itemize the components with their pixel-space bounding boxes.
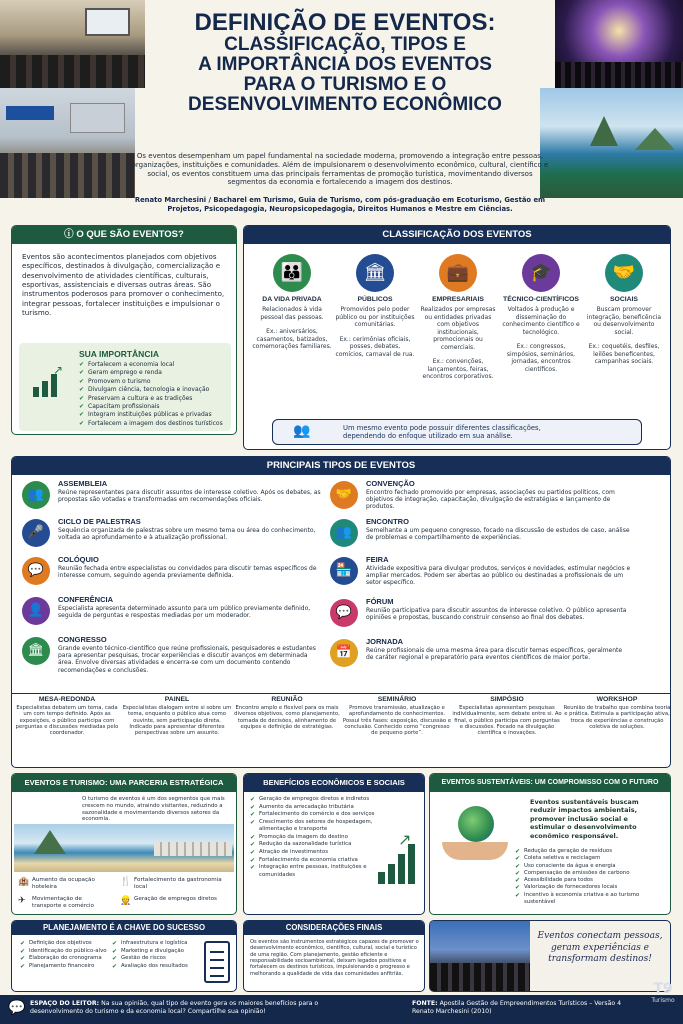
intro-text: Os eventos desempenham um papel fundamental na sociedade moderna, promovendo a integração entre pessoas, organizações, instituições e comunidades. Além de impulsionarem o desenvolvimento econômico, cultural, científico e social, os eventos constituem uma das principais ferramentas de promoção turística, movimentando diversos segmentos da economia e fortalecendo a imagem dos destinos. — [131, 152, 549, 187]
type-congresso: 🏛 CONGRESSO Grande evento técnico-científico que reúne profissionais, pesquisadores e estudantes para apresentar pesquisas, trocar experiências e discutir avanços em determinada área. Envolve diversas atividades e encerra-se com um documento contendo recomendações e conclusões. — [22, 635, 322, 675]
footer-bar — [0, 981, 683, 1024]
assembly-icon: 👥 — [22, 481, 50, 509]
quote-text: Eventos conectam pessoas, geram experiências e transformam destinos! — [537, 931, 663, 965]
what-are-events-text: Eventos são acontecimentos planejados com objetivos específicos, destinados à divulgação, comercialização e desenvolvimento de atividades científicas, culturais, esportivas, assistenciais e diversas outras áreas. São instrumentos poderosos para promover o conhecimento, integrar pessoas, fortalecer instituições e impulsionar o turismo. — [22, 252, 225, 318]
sustainable-header: EVENTOS SUSTENTÁVEIS: UM COMPROMISSO COM O FUTURO — [430, 774, 670, 792]
calendar-icon: 📅 — [330, 639, 358, 667]
author-credit: Renato Marchesini / Bacharel em Turismo, Guia de Turismo, com pós-graduação em Ecoturismo, Gestão em Projetos, Psicopedagogia, Neuropsicopedagogia, Direitos Humanos e Mestre em Ciências. — [134, 196, 546, 213]
concert-photo — [555, 0, 683, 88]
importance-item: ✔ Geram emprego e renda — [79, 369, 229, 377]
discussion-icon: 💬 — [22, 557, 50, 585]
meeting-icon: 👥 — [330, 519, 358, 547]
handshake-heart-icon: 🤝 — [605, 254, 643, 292]
stall-icon: 🏪 — [330, 557, 358, 585]
rio-landscape-photo — [540, 88, 683, 198]
sustainable-box — [429, 773, 671, 915]
classification-box — [243, 225, 671, 450]
class-social: 🤝 SOCIAIS Buscam promover integração, beneficência ou desenvolvimento social. Ex.: coquetéis, desfiles, leilões beneficentes, campanhas sociais. — [584, 254, 664, 366]
planning-item: ✔ Infraestrutura e logística — [112, 940, 200, 948]
benefit-item: ✔ Fortalecimento da economia criativa — [250, 857, 378, 865]
government-building-icon: 🏛 — [356, 254, 394, 292]
types-bottom-row — [12, 693, 671, 765]
importance-list — [79, 361, 229, 428]
final-remarks-header: CONSIDERAÇÕES FINAIS — [244, 921, 424, 935]
tourism-item: Aumento da ocupação hoteleira — [32, 877, 95, 890]
source-label: FONTE: — [412, 1000, 438, 1007]
class-private: 👪 DA VIDA PRIVADA Relacionados à vida pessoal das pessoas. Ex.: aniversários, casamentos, batizados, comemorações familiares. — [252, 254, 332, 351]
benefit-item: ✔ Aumento da arrecadação tributária — [250, 804, 378, 812]
sustainable-list — [515, 848, 670, 906]
people-group-icon: 👥 — [293, 423, 311, 439]
source-text: Apostila Gestão de Empreendimentos Turísticos – Versão 4 — [439, 1000, 622, 1007]
class-public: 🏛 PÚBLICOS Promovidos pelo poder público ou por instituições comunitárias. Ex.: cerimônias oficiais, posses, debates, comícios, carnaval de rua. — [335, 254, 415, 358]
type-feira: 🏪 FEIRA Atividade expositiva para divulgar produtos, serviços e novidades, estimular negócios e ampliar mercados. Podem ser abertas ao público ou destinadas a profissionais de um setor específico. — [330, 555, 630, 595]
classification-header: CLASSIFICAÇÃO DOS EVENTOS — [244, 226, 670, 244]
class-technical: 🎓 TÉCNICO-CIENTÍFICOS Voltados à produção e disseminação do conhecimento científico e tecnológico. Ex.: congressos, simpósios, seminários, jornadas, encontros científicos. — [501, 254, 581, 373]
importance-item: ✔ Divulgam ciência, tecnologia e inovação — [79, 386, 229, 394]
briefcase-icon: 💼 — [439, 254, 477, 292]
tourism-item: Fortalecimento da gastronomia local — [134, 877, 222, 890]
what-are-events-header: ⓘ O QUE SÃO EVENTOS? — [12, 226, 236, 244]
type-simposio: SIMPÓSIO Especialistas apresentam pesquisas individualmente, sem debate entre si. Ao final, o público participa com perguntas e discussões. Focado na divulgação científica e inovações. — [452, 696, 562, 737]
family-icon: 👪 — [273, 254, 311, 292]
reader-space-label: ESPAÇO DO LEITOR: — [30, 1000, 100, 1007]
title-line-3: A IMPORTÂNCIA DOS EVENTOS — [198, 54, 492, 76]
info-icon: ⓘ — [64, 229, 77, 240]
source-author: Renato Marchesini (2010) — [412, 1008, 492, 1016]
benefit-item: ✔ Promoção da imagem do destino — [250, 834, 378, 842]
planning-item: ✔ Avaliação dos resultados — [112, 963, 200, 971]
importance-title: SUA IMPORTÂNCIA — [79, 349, 159, 359]
type-coloquio: 💬 COLÓQUIO Reunião fechada entre especialistas ou convidados para discutir temas específicos de interesse comum, seguindo agenda previamente definida. — [22, 555, 322, 595]
chat-bubble-icon: 💬 — [330, 599, 358, 627]
planning-item: ✔ Marketing e divulgação — [112, 948, 200, 956]
type-ciclo: 🎤 CICLO DE PALESTRAS Sequência organizada de palestras sobre um mesmo tema ou área do conhecimento, voltada ao aprofundamento e à atualização profissional. — [22, 517, 322, 557]
speaker-icon: 👤 — [22, 597, 50, 625]
type-convencao: 🤝 CONVENÇÃO Encontro fechado promovido por empresas, associações ou partidos políticos, com objetivos de integração, capacitação, divulgação de estratégias e lançamento de produtos. — [330, 479, 630, 519]
type-conferencia: 👤 CONFERÊNCIA Especialista apresenta determinado assunto para um público previamente definido, seguida de perguntas e respostas mediadas por um moderador. — [22, 595, 322, 635]
importance-item: ✔ Preservam a cultura e as tradições — [79, 395, 229, 403]
type-assembleia: 👥 ASSEMBLEIA Reúne representantes para discutir assuntos de interesse coletivo. Após os debates, as propostas são votadas e transformadas em recomendações oficiais. — [22, 479, 322, 519]
title-line-1: DEFINIÇÃO DE EVENTOS: — [194, 9, 496, 36]
benefit-item: ✔ Atração de investimentos — [250, 849, 378, 857]
importance-item: ✔ Promovem o turismo — [79, 378, 229, 386]
planning-item: ✔ Planejamento financeiro — [20, 963, 108, 971]
planning-list-1 — [20, 940, 108, 970]
page-title — [140, 10, 550, 115]
speech-bubble-icon: 💬 — [8, 1000, 26, 1016]
congress-icon: 🏛 — [22, 637, 50, 665]
importance-panel — [19, 343, 231, 431]
sustainable-item: ✔ Uso consciente da água e energia — [515, 863, 670, 870]
t9-logo: T9 Turismo — [651, 981, 675, 1004]
planning-item: ✔ Elaboração do cronograma — [20, 955, 108, 963]
title-line-2: CLASSIFICAÇÃO, TIPOS E — [224, 34, 466, 56]
what-are-events-box — [11, 225, 237, 435]
type-painel: PAINEL Especialistas dialogam entre si sobre um tema, enquanto o público atua como ouvinte, sem participação direta. Indicado para apresentar diferentes perspectivas sobre um assunto. — [122, 696, 232, 737]
trade-fair-photo — [0, 88, 135, 198]
microphone-icon: 🎤 — [22, 519, 50, 547]
type-forum: 💬 FÓRUM Reunião participativa para discutir assuntos de interesse coletivo. O público apresenta opiniões e propostas, buscando construir consenso ao final dos debates. — [330, 597, 630, 637]
planning-item: ✔ Identificação do público-alvo — [20, 948, 108, 956]
sustainable-text: Eventos sustentáveis buscam reduzir impactos ambientais, promover inclusão social e estimular o desenvolvimento econômico responsável. — [530, 798, 639, 840]
type-workshop: WORKSHOP Reunião de trabalho que combina teoria e prática. Estimula a participação ativa, troca de experiências e construção coletiva de soluções. — [563, 696, 671, 731]
sustainable-item: ✔ Redução da geração de resíduos — [515, 848, 670, 855]
type-reuniao: REUNIÃO Encontro amplo e flexível para os mais diversos objetivos, como planejamento, tomada de decisões, alinhamento de equipes e definição de estratégias. — [234, 696, 340, 731]
final-remarks-box — [243, 920, 425, 992]
clipboard-checklist-icon — [204, 941, 230, 983]
benefits-list — [250, 796, 378, 879]
sustainable-item: ✔ Compensação de emissões de carbono — [515, 870, 670, 877]
growth-chart-icon: ↗ — [31, 365, 65, 399]
benefit-item: ✔ Integração entre pessoas, instituições e comunidades — [250, 864, 378, 879]
type-mesa-redonda: MESA-REDONDA Especialistas debatem um tema, cada um com tempo definido. Após as exposições, o público participa com perguntas e discussões mediadas pelo coordenador. — [15, 696, 119, 737]
tourism-header: EVENTOS E TURISMO: UMA PARCERIA ESTRATÉGICA — [12, 774, 236, 792]
title-line-5: DESENVOLVIMENTO ECONÔMICO — [188, 94, 502, 115]
class-business: 💼 EMPRESARIAIS Realizados por empresas ou entidades privadas com objetivos institucionais, promocionais ou comerciais. Ex.: convenções, lançamentos, feiras, encontros corporativos. — [418, 254, 498, 381]
quote-box — [429, 920, 671, 992]
importance-item: ✔ Fortalecem a imagem dos destinos turísticos — [79, 420, 229, 428]
type-jornada: 📅 JORNADA Reúne profissionais de uma mesma área para discutir temas específicos, geralmente de caráter regional e preparatório para eventos científicos de maior porte. — [330, 637, 630, 677]
classification-note: 👥 Um mesmo evento pode possuir diferentes classificações, dependendo do enfoque utilizado em sua análise. — [272, 419, 642, 445]
sustainable-item: ✔ Valorização de fornecedores locais — [515, 884, 670, 891]
planning-item: ✔ Gestão de riscos — [112, 955, 200, 963]
title-line-4: PARA O TURISMO E O — [243, 74, 447, 96]
types-header: PRINCIPAIS TIPOS DE EVENTOS — [12, 457, 670, 475]
beach-city-photo — [14, 824, 234, 872]
sustainable-item: ✔ Incentivo à economia criativa e ao turismo sustentável — [515, 892, 670, 907]
benefit-item: ✔ Geração de empregos diretos e indiretos — [250, 796, 378, 804]
benefit-item: ✔ Crescimento dos setores de hospedagem, alimentação e transporte — [250, 819, 378, 834]
benefits-box — [243, 773, 425, 915]
reader-question: Na sua opinião, qual tipo de evento gera os maiores benefícios para o desenvolvimento do turismo e da economia local? Compartilhe sua opinião! — [30, 1000, 319, 1016]
tourism-text: O turismo de eventos é um dos segmentos que mais crescem no mundo, atraindo visitantes, reduzindo a sazonalidade e movimentando diversos setores da economia. — [82, 796, 225, 823]
sustainable-item: ✔ Acessibilidade para todos — [515, 877, 670, 884]
final-remarks-text: Os eventos são instrumentos estratégicos capazes de promover o desenvolvimento econômico, científico, cultural, social e turístico de uma região. Com planejamento, gestão eficiente e responsabilidade socioambiental, deixam legados positivos e fortalecem os destinos turísticos, impulsionando o progresso e melhorando a qualidade de vida das comunidades anfitriãs. — [250, 939, 419, 977]
hotel-icon: 🏨 — [18, 877, 30, 887]
types-box — [11, 456, 671, 768]
importance-item: ✔ Fortalecem a economia local — [79, 361, 229, 369]
benefit-item: ✔ Redução da sazonalidade turística — [250, 841, 378, 849]
planning-header: PLANEJAMENTO É A CHAVE DO SUCESSO — [12, 921, 236, 935]
benefit-item: ✔ Fortalecimento do comércio e dos serviços — [250, 811, 378, 819]
planning-list-2 — [112, 940, 200, 970]
type-encontro: 👥 ENCONTRO Semelhante a um pequeno congresso, focado na discussão de estudos de caso, análise de problemas e compartilhamento de experiências. — [330, 517, 630, 557]
fork-knife-icon: 🍴 — [120, 877, 132, 887]
worker-icon: 👷 — [120, 896, 132, 906]
type-seminario: SEMINÁRIO Promove transmissão, atualização e aprofundamento de conhecimentos. Possui três fases: exposição, discussão e conclusão. Conhecido como “congresso de pequeno porte”. — [342, 696, 452, 737]
handshake-icon: 🤝 — [330, 481, 358, 509]
globe-in-hands-icon — [440, 802, 510, 882]
conference-photo — [0, 0, 145, 88]
tourism-item: Movimentação de transporte e comércio — [32, 896, 94, 909]
importance-item: ✔ Integram instituições públicas e privadas — [79, 411, 229, 419]
benefits-header: BENEFÍCIOS ECONÔMICOS E SOCIAIS — [244, 774, 424, 792]
graduation-cap-icon: 🎓 — [522, 254, 560, 292]
tourism-box — [11, 773, 237, 915]
planning-item: ✔ Definição dos objetivos — [20, 940, 108, 948]
audience-photo — [430, 921, 530, 992]
plane-icon: ✈ — [18, 896, 26, 906]
planning-box — [11, 920, 237, 992]
growth-bars-icon: ↗ — [378, 836, 420, 886]
sustainable-item: ✔ Coleta seletiva e reciclagem — [515, 855, 670, 862]
tourism-item: Geração de empregos diretos — [134, 896, 217, 902]
importance-item: ✔ Capacitam profissionais — [79, 403, 229, 411]
